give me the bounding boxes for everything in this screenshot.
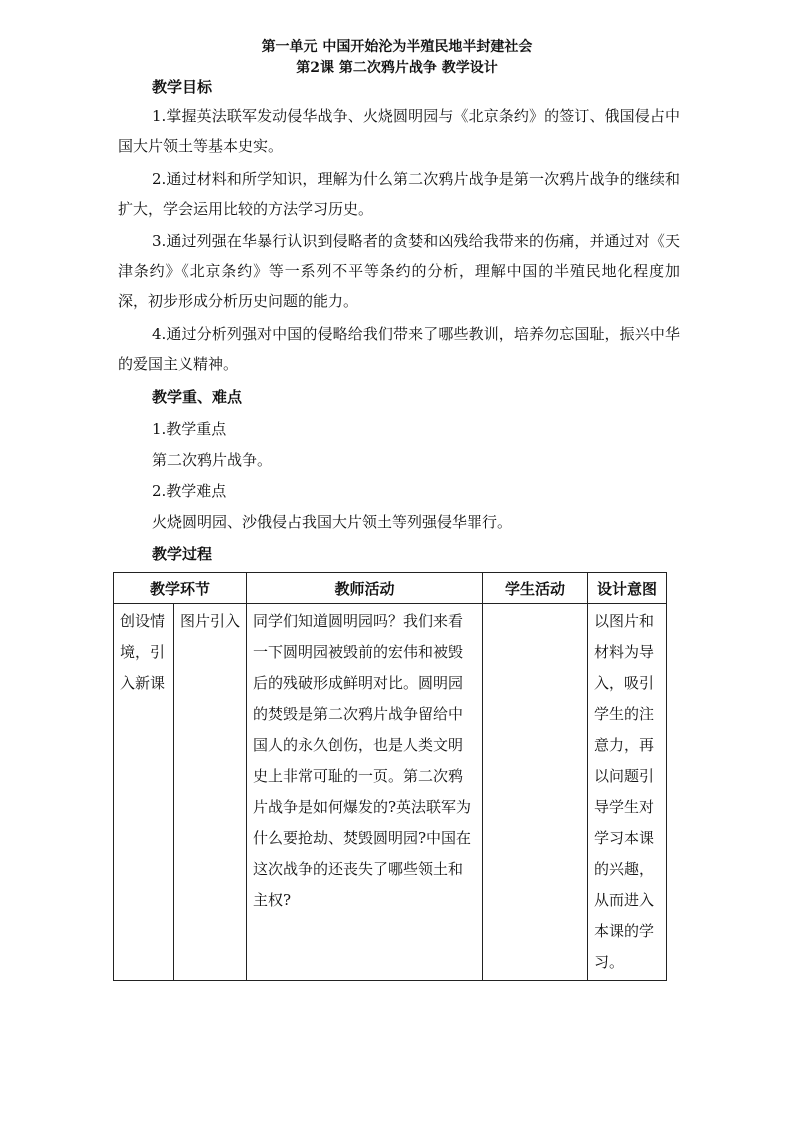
table-row: [114, 604, 667, 981]
key-points-heading: 教学重、难点: [152, 388, 243, 406]
objectives-heading: 教学目标: [152, 78, 213, 96]
objective-item-1: 1.掌握英法联军发动侵华战争、火烧圆明园与《北京条约》的签订、俄国侵占中国大片领土等基本史实。: [118, 107, 680, 155]
sub-stage-cell: [174, 604, 247, 981]
student-activity-cell: [483, 604, 588, 981]
difficulty-label: 2.教学难点: [152, 482, 227, 500]
process-table: [113, 572, 667, 981]
objective-item-4: 4.通过分析列强对中国的侵略给我们带来了哪些教训，培养勿忘国耻，振兴中华的爱国主义精神。: [118, 325, 680, 373]
lesson-title: 第2课 第二次鸦片战争 教学设计: [296, 60, 498, 76]
teacher-activity-text: 同学们知道圆明园吗？我们来看一下圆明园被毁前的宏伟和被毁后的残破形成鲜明对比。圆明园的焚毁是第二次鸦片战争留给中国人的永久创伤，也是人类文明史上非常可耻的一页。第二次鸦片战争是如何爆发的?英法联军为什么要抢劫、焚毁圆明园?中国在这次战争的还丧失了哪些领土和主权?: [253, 612, 472, 909]
table-header-row: [114, 573, 667, 604]
objective-item-2: 2.通过材料和所学知识，理解为什么第二次鸦片战争是第一次鸦片战争的继续和扩大，学会运用比较的方法学习历史。: [118, 170, 680, 218]
focus-label: 1.教学重点: [152, 420, 227, 438]
student-activity-text: [483, 604, 587, 608]
focus-text: 第二次鸦片战争。: [152, 451, 273, 469]
design-intent-cell: [588, 604, 667, 981]
process-heading: 教学过程: [152, 545, 213, 563]
objective-item-3: 3.通过列强在华暴行认识到侵略者的贪婪和凶残给我带来的伤痛，并通过对《天津条约》《北京条约》等一系列不平等条约的分析，理解中国的半殖民地化程度加深，初步形成分析历史问题的能力。: [118, 232, 680, 310]
unit-title: 第一单元 中国开始沦为半殖民地半封建社会: [261, 39, 533, 55]
teacher-activity-cell: [247, 604, 483, 981]
stage-text: 创设情境，引入新课: [120, 612, 166, 692]
stage-cell: [114, 604, 174, 981]
column-header-student: 学生活动: [483, 573, 588, 604]
column-header-intent: 设计意图: [588, 573, 667, 604]
column-header-stage: 教学环节: [114, 573, 247, 604]
column-header-teacher: 教师活动: [247, 573, 483, 604]
sub-stage-text: 图片引入: [180, 612, 241, 630]
difficulty-text: 火烧圆明园、沙俄侵占我国大片领土等列强侵华罪行。: [152, 513, 513, 531]
design-intent-text: 以图片和材料为导入，吸引学生的注意力，再以问题引导学生对学习本课的兴趣，从而进入本课的学习。: [594, 612, 655, 971]
